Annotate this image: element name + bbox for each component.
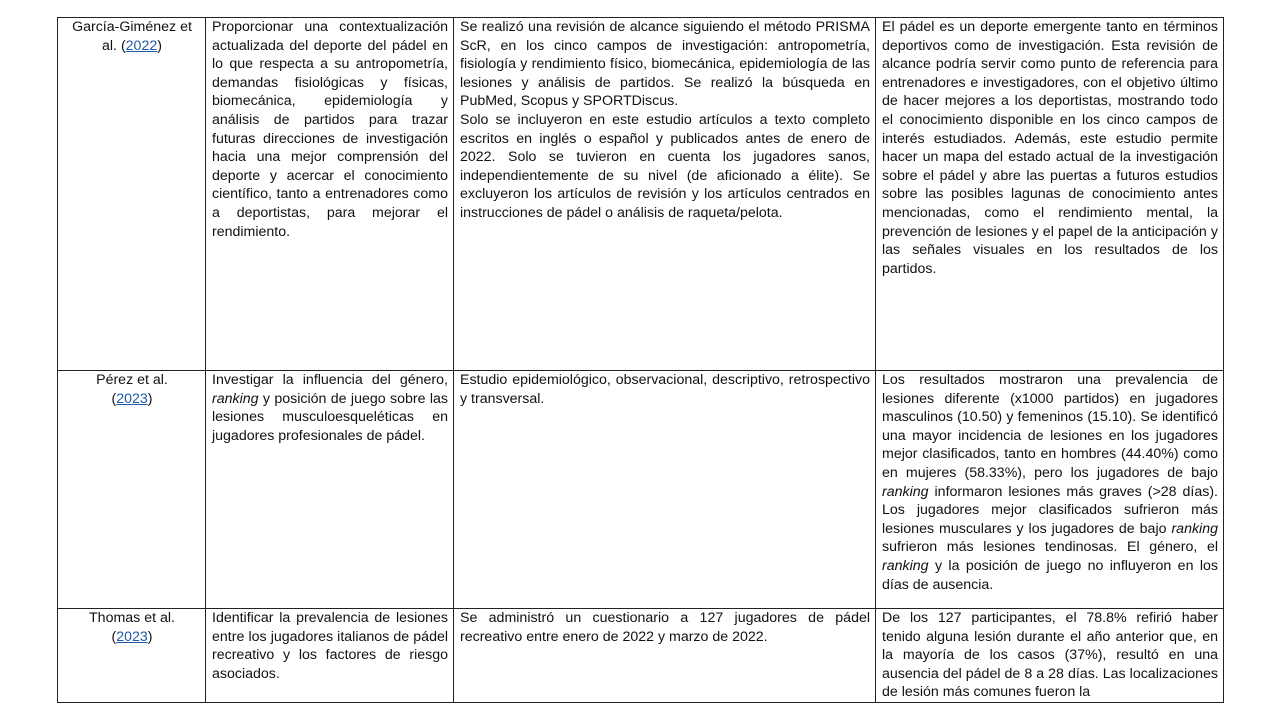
results-text: Los resultados mostraron una prevalencia de lesiones diferente (x1000 partidos) en jugadores masculinos (10.50) y femeninos (15.10). Se identificó una mayor incidencia de lesiones en los jugadores mejor clasificados, tanto en hombres (44.40%) como en mujeres (58.33%), pero los jugadores de bajo [882, 372, 1218, 481]
author-paren: ( [111, 390, 117, 407]
method-cell [454, 18, 876, 371]
author-name: Thomas et al. [89, 610, 175, 626]
results-italic: ranking [882, 483, 929, 500]
objective-text: Proporcionar una contextualización actualizada del deporte del pádel en lo que respecta a su antropometría, demandas fisiológicas y físicas, biomecánica, epidemiología y análisis de partidos para trazar futuras direcciones de investigación hacia una mejor comprensión del deporte y acercar el conocimiento científico, tanto a entrenadores como a deportistas, para mejorar el rendimiento. [212, 19, 448, 240]
results-cell [876, 18, 1224, 371]
studies-table [57, 17, 1224, 703]
table-row [58, 18, 1224, 371]
author-name: García-Giménez et al. ( [72, 19, 192, 54]
method-text: Se realizó una revisión de alcance siguiendo el método PRISMA ScR, en los cinco campos de investigación: antropometría, fisiología y rendimiento físico, biomecánica, epidemiología de las lesiones y análisis de partidos. Se realizó la búsqueda en PubMed, Scopus y SPORTDiscus. [460, 19, 870, 110]
results-italic: ranking [882, 557, 929, 574]
citation-year-link[interactable]: 2023 [116, 628, 148, 645]
results-cell [876, 371, 1224, 609]
author-name: Pérez et al. [96, 372, 168, 388]
objective-cell [206, 371, 454, 609]
author-paren: ) [147, 628, 153, 645]
citation-year-link[interactable]: 2022 [125, 37, 158, 54]
table-row [58, 371, 1224, 609]
method-cell [454, 609, 876, 703]
results-text: sufrieron más lesiones tendinosas. El género, el [882, 539, 1218, 556]
results-text: De los 127 participantes, el 78.8% refirió haber tenido alguna lesión durante el año anterior que, en la mayoría de los casos (37%), resultó en una ausencia del pádel de 8 a 28 días. Las localizaciones de lesión más comunes fueron la [882, 610, 1218, 701]
results-text: El pádel es un deporte emergente tanto en términos deportivos como de investigación. Esta revisión de alcance podría servir como punto de referencia para entrenadores e investigadores, con el objetivo último de hacer mejores a los deportistas, mostrando todo el conocimiento disponible en los cinco campos de interés estudiados. Además, este estudio permite hacer un mapa del estado actual de la investigación sobre el pádel y abre las puertas a futuros estudios sobre las posibles lagunas de conocimiento antes mencionadas, como el rendimiento mental, la prevención de lesiones y el papel de la anticipación y las señales visuales en los resultados de los partidos. [882, 19, 1218, 277]
method-cell [454, 371, 876, 609]
method-text: Estudio epidemiológico, observacional, descriptivo, retrospectivo y transversal. [460, 372, 870, 407]
author-paren: ) [157, 37, 162, 54]
results-cell [876, 609, 1224, 703]
method-text-2: Solo se incluyeron en este estudio artículos a texto completo escritos en inglés o español y publicados antes de enero de 2022. Solo se tuvieron en cuenta los jugadores sanos, independientemente de su nivel (de aficionado a élite). Se excluyeron los artículos de revisión y los artículos centrados en instrucciones de pádel o análisis de raqueta/pelota. [460, 111, 870, 221]
author-paren: ( [111, 628, 117, 645]
objective-italic: ranking [212, 390, 259, 407]
author-cell [58, 18, 206, 371]
results-text: informaron lesiones más graves (>28 días). Los jugadores mejor clasificados sufrieron más lesiones musculares y los jugadores de bajo [882, 483, 1218, 537]
objective-cell [206, 18, 454, 371]
objective-cell [206, 609, 454, 703]
author-cell [58, 371, 206, 609]
results-italic: ranking [1171, 520, 1218, 537]
results-text: y la posición de juego no influyeron en los días de ausencia. [882, 557, 1218, 593]
author-paren: ) [147, 390, 153, 407]
objective-text: Investigar la influencia del género, [212, 372, 448, 388]
objective-text: y posición de juego sobre las lesiones musculoesqueléticas en jugadores profesionales de pádel. [212, 390, 448, 444]
method-text: Se administró un cuestionario a 127 jugadores de pádel recreativo entre enero de 2022 y marzo de 2022. [460, 610, 870, 645]
table-row [58, 609, 1224, 703]
citation-year-link[interactable]: 2023 [116, 390, 148, 407]
objective-text: Identificar la prevalencia de lesiones entre los jugadores italianos de pádel recreativo y los factores de riesgo asociados. [212, 610, 448, 682]
author-cell [58, 609, 206, 703]
